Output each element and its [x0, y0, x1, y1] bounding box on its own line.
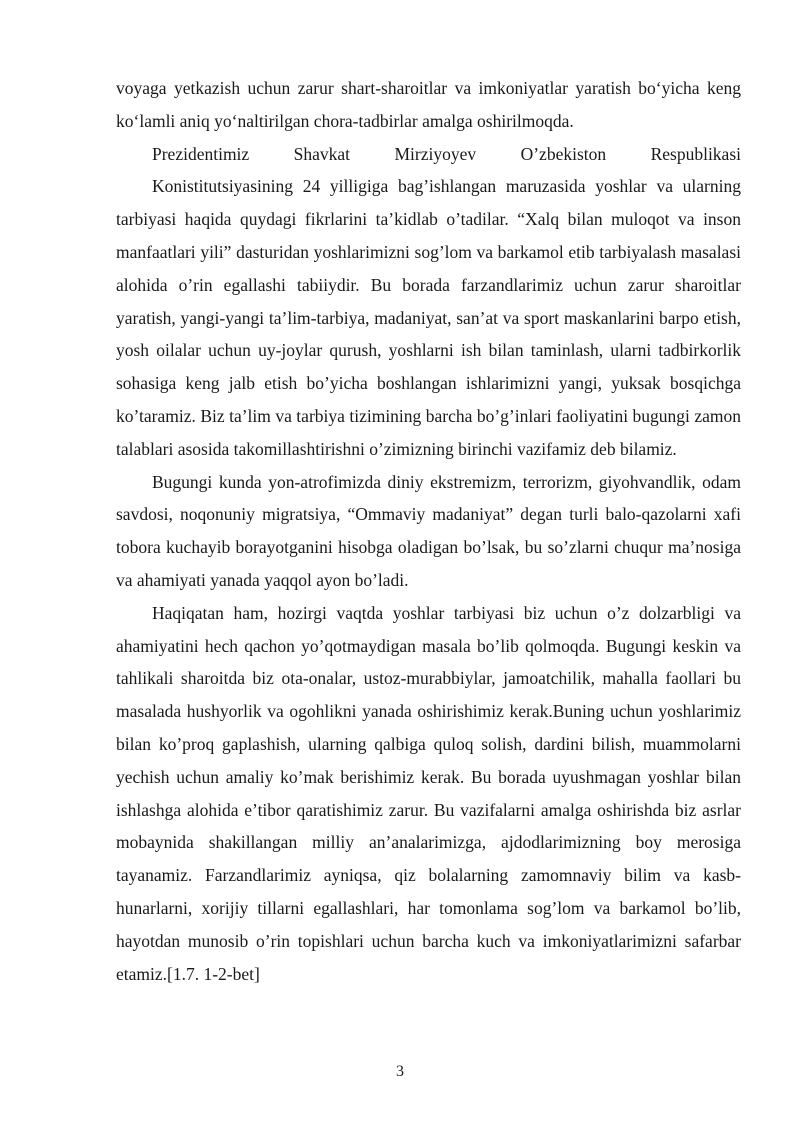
paragraph-continuation: voyaga yetkazish uchun zarur shart-sharoitlar va imkoniyatlar yaratish bo‘yicha keng ko‘lamli aniq yo‘naltirilgan chora-tadbirlar amalga oshirilmoqda.	[116, 78, 741, 131]
paragraph-youth-education: Haqiqatan ham, hozirgi vaqtda yoshlar tarbiyasi biz uchun o’z dolzarbligi va ahamiyatini hech qachon yo’qotmaydigan masala bo’lib qolmoqda. Bugungi keskin va tahlikali sharoitda biz ota-onalar, ustoz-murabbiylar, jamoatchilik, mahalla faollari bu masalada hushyorlik va ogohlikni yanada oshirishimiz kerak.Buning uchun yoshlarimiz bilan ko’proq gaplashish, ularning qalbiga quloq solish, dardini bilish, muammolarni yechish uchun amaliy ko’mak berishimiz kerak. Bu borada uyushmagan yoshlar bilan ishlashga alohida e’tibor qaratishimiz zarur. Bu vazifalarni amalga oshirishda biz asrlar mobaynida shakillangan milliy an’analarimizga, ajdodlarimizning boy merosiga tayanamiz. Farzandlarimiz ayniqsa, qiz bolalarning zamomnaviy bilim va kasb-hunarlarni, xorijiy tillarni egallashlari, har tomonlama sog’lom va barkamol bo’lib, hayotdan munosib o’rin topishlari uchun barcha kuch va imkoniyatlarimizni safarbar etamiz.[1.7. 1-2-bet]	[116, 602, 741, 984]
paragraph-president-heading: Prezidentimiz Shavkat Mirziyoyev O’zbekiston Respublikasi	[152, 143, 741, 164]
paragraph-threats: Bugungi kunda yon-atrofimizda diniy ekstremizm, terrorizm, giyohvandlik, odam savdosi, noqonuniy migratsiya, “Ommaviy madaniyat” degan turli balo-qazolarni xafi tobora kuchayib borayotganini hisobga oladigan bo’lsak, bu so’zlarni chuqur ma’nosiga va ahamiyati yanada yaqqol ayon bo’ladi.	[116, 471, 741, 590]
page-number: 3	[396, 1063, 404, 1080]
document-page	[116, 72, 741, 990]
paragraph-constitution: Konistitutsiyasining 24 yilligiga bag’ishlangan maruzasida yoshlar va ularning tarbiyasi haqida quydagi fikrlarini ta’kidlab o’tadilar. “Xalq bilan muloqot va inson manfaatlari yili” dasturidan yoshlarimizni sog’lom va barkamol etib tarbiyalash masalasi alohida o’rin egallashi tabiiydir. Bu borada farzandlarimiz uchun zarur sharoitlar yaratish, yangi-yangi ta’lim-tarbiya, madaniyat, san’at va sport maskanlarini barpo etish, yosh oilalar uchun uy-joylar qurush, yoshlarni ish bilan taminlash, ularni tadbirkorlik sohasiga keng jalb etish bo’yicha boshlangan ishlarimizni yangi, yuksak bosqichga ko’taramiz. Biz ta’lim va tarbiya tizimining barcha bo’g’inlari faoliyatini bugungi zamon talablari asosida takomillashtirishni o’zimizning birinchi vazifamiz deb bilamiz.	[116, 176, 741, 459]
